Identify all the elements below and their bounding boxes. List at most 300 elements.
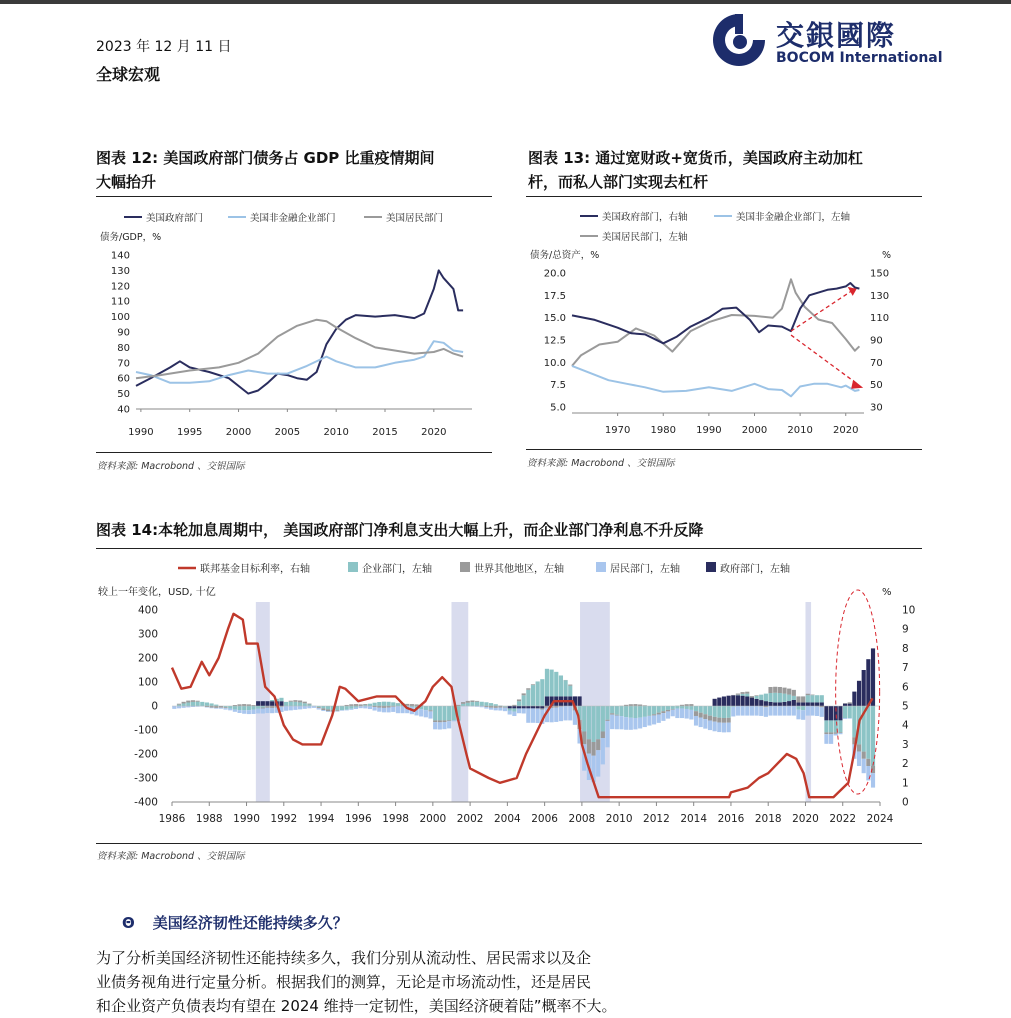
fig14-bar: [279, 701, 283, 706]
fig14-bar: [512, 708, 516, 711]
fig14-bar: [629, 704, 633, 706]
fig14-bar: [852, 692, 856, 706]
fig14-bar: [210, 706, 214, 708]
section-title: 美国经济韧性还能持续多久？: [153, 914, 348, 932]
fig14-bar: [741, 706, 745, 716]
fig13-x-tick: 1990: [696, 425, 721, 436]
fig14-bar: [750, 698, 754, 706]
fig14-bar: [610, 715, 614, 729]
fig14-x-tick: 2020: [792, 813, 819, 825]
fig14-bar: [568, 706, 572, 720]
fig14-bar: [433, 720, 437, 722]
fig14-bar: [382, 708, 386, 712]
section-heading: [122, 912, 348, 933]
fig14-bar: [377, 708, 381, 712]
fig14-bar: [764, 694, 768, 702]
fig14-bar: [685, 704, 689, 706]
fig14-bar: [778, 687, 782, 693]
fig14-bar: [340, 706, 344, 710]
fig14-bar: [447, 706, 451, 720]
fig14-bar: [778, 706, 782, 716]
fig14-bar: [796, 710, 800, 720]
fig14-bar: [717, 722, 721, 732]
fig14-bar: [838, 720, 842, 732]
fig14-bar: [550, 670, 554, 697]
fig14-bar: [829, 706, 833, 720]
fig14-y-tick-left: -400: [134, 797, 158, 809]
fig14-bar: [713, 722, 717, 732]
section-marker: Θ: [122, 914, 135, 932]
fig14-bar: [838, 706, 842, 720]
fig14-bar: [810, 702, 814, 706]
fig14-bar: [284, 702, 288, 706]
fig14-bar: [577, 696, 581, 706]
fig14-bar: [545, 669, 549, 697]
fig14-x-tick: 1992: [270, 813, 297, 825]
fig14-bar: [782, 688, 786, 694]
fig14-bar: [517, 706, 521, 708]
fig14-bar: [531, 685, 535, 706]
fig14-bar: [638, 706, 642, 718]
fig14-bar: [754, 699, 758, 706]
fig14-bar: [335, 710, 339, 711]
fig14-bar: [251, 710, 255, 714]
fig14-bar: [494, 704, 498, 706]
fig14-bar: [326, 709, 330, 711]
fig14-bar: [307, 706, 311, 708]
fig14-y-tick-left: 300: [138, 629, 158, 641]
fig14-y-tick-left: 200: [138, 653, 158, 665]
fig14-bar: [373, 703, 377, 706]
fig12-x-tick: 2000: [226, 427, 251, 438]
fig14-y-label: 较上一年变化，USD, 十亿: [98, 585, 216, 598]
fig14-bar: [680, 708, 684, 718]
fig14-bar: [745, 706, 749, 716]
fig14-bar: [498, 708, 502, 711]
fig14-bar: [671, 710, 675, 717]
fig14-bar: [396, 706, 400, 713]
fig14-bar: [601, 706, 605, 731]
fig14-bar: [787, 701, 791, 706]
fig14-bar: [526, 708, 530, 722]
fig14-x-tick: 2004: [494, 813, 521, 825]
fig14-x-tick: 1990: [233, 813, 260, 825]
fig14-bar: [787, 706, 791, 716]
fig14-bar: [713, 706, 717, 717]
fig12-y-tick: 90: [117, 328, 130, 339]
fig14-bar: [596, 739, 600, 750]
fig14-bar: [517, 708, 521, 713]
fig14-legend-label: 政府部门，左轴: [720, 562, 790, 575]
fig13-title: [528, 146, 863, 194]
fig13-y-tick-left: 15.0: [544, 313, 566, 324]
fig14-bar: [680, 706, 684, 708]
fig14-bar: [768, 693, 772, 702]
fig14-bar: [727, 723, 731, 733]
fig14-bar: [186, 701, 190, 703]
fig14-bar: [699, 717, 703, 727]
fig14-bar: [624, 717, 628, 730]
fig14-x-tick: 2012: [643, 813, 670, 825]
fig14-bar: [251, 706, 255, 710]
fig14-bar: [727, 696, 731, 706]
fig14-bar: [764, 707, 768, 717]
fig14-bar: [764, 701, 768, 706]
fig14-bar: [838, 732, 842, 733]
fig14-bar: [750, 706, 754, 716]
fig14-bar: [661, 713, 665, 721]
paragraph-line-1: 为了分析美国经济韧性还能持续多久，我们分别从流动性、居民需求以及企: [96, 946, 696, 970]
fig14-x-tick: 2022: [829, 813, 856, 825]
fig14-bar: [587, 739, 591, 753]
fig14-bar: [303, 703, 307, 706]
fig14-bar: [517, 699, 521, 701]
fig14-bar: [466, 701, 470, 703]
fig14-bar: [237, 710, 241, 713]
fig14-bar: [522, 708, 526, 713]
fig14-bar: [591, 706, 595, 742]
fig14-bar: [824, 706, 828, 720]
fig14-bar: [298, 700, 302, 702]
fig14-bar: [326, 711, 330, 712]
report-section: 全球宏观: [96, 62, 160, 85]
fig14-bar: [857, 752, 861, 766]
fig14-bar: [387, 708, 391, 713]
fig14-bar: [564, 680, 568, 696]
fig14-bar: [428, 710, 432, 711]
fig14-bar: [284, 706, 288, 711]
fig14-bar: [605, 706, 609, 720]
fig14-bar: [293, 702, 297, 706]
fig12-y-tick: 80: [117, 343, 130, 354]
fig14-bar: [345, 710, 349, 711]
fig12-y-tick: 130: [111, 266, 130, 277]
fig14-bar: [787, 689, 791, 695]
fig14-bar: [256, 709, 260, 714]
fig13-y-tick-right: 70: [870, 358, 883, 369]
fig12-legend-label: 美国非金融企业部门: [250, 212, 336, 224]
fig14-bar: [675, 706, 679, 708]
fig14-bar: [540, 706, 544, 708]
fig14-bar: [270, 701, 274, 706]
fig14-bar: [210, 703, 214, 706]
fig14-bar: [796, 706, 800, 710]
fig14-bar: [223, 708, 227, 709]
fig14-bar: [824, 734, 828, 744]
fig14-bar: [782, 706, 786, 716]
fig14-bar: [503, 708, 507, 712]
fig14-bar: [643, 717, 647, 727]
fig14-chart: [96, 554, 922, 840]
fig14-bar: [237, 704, 241, 706]
fig14-bar: [866, 759, 870, 766]
fig14-bar: [736, 706, 740, 716]
fig12-title-line2: 大幅抬升: [96, 170, 435, 194]
fig14-bar: [410, 704, 414, 706]
fig14-bar: [647, 716, 651, 726]
fig14-bar: [717, 718, 721, 723]
fig14-bar: [461, 704, 465, 706]
fig14-bar: [671, 706, 675, 709]
fig14-bar: [759, 695, 763, 700]
fig14-bar: [792, 700, 796, 706]
fig14-bar: [820, 695, 824, 702]
fig14-bar: [689, 704, 693, 706]
fig14-bar: [587, 706, 591, 739]
fig14-bar: [629, 718, 633, 730]
fig14-bar: [354, 708, 358, 709]
fig14-bar: [536, 709, 540, 723]
fig14-bar: [326, 706, 330, 709]
fig14-bar: [792, 690, 796, 696]
fig14-bar: [754, 696, 758, 699]
fig14-x-tick: 1986: [159, 813, 186, 825]
fig14-bar: [480, 702, 484, 706]
fig14-bar: [792, 706, 796, 716]
fig14-bar: [340, 710, 344, 711]
fig12-top-rule: [96, 196, 492, 197]
fig14-bar: [568, 686, 572, 697]
fig14-bar: [619, 716, 623, 729]
fig14-bar: [270, 706, 274, 708]
fig14-bar: [741, 694, 745, 696]
fig14-bar: [438, 722, 442, 729]
fig14-bar: [233, 709, 237, 711]
fig14-bar: [703, 714, 707, 719]
fig14-bar: [210, 708, 214, 709]
fig14-bar: [591, 742, 595, 756]
fig14-bar: [862, 752, 866, 759]
fig14-bar: [345, 706, 349, 710]
fig14-y-tick-left: -200: [134, 749, 158, 761]
fig12-y-tick: 100: [111, 312, 130, 323]
fig14-bar: [722, 723, 726, 733]
fig14-bar: [666, 706, 670, 710]
fig14-bar: [633, 704, 637, 706]
fig13-y-tick-right: 130: [870, 291, 889, 302]
body-paragraph: [96, 946, 696, 1018]
fig13-x-tick: 1970: [605, 425, 630, 436]
fig14-bar: [787, 695, 791, 701]
fig14-bar: [182, 702, 186, 704]
fig14-bar: [247, 710, 251, 714]
fig14-bar: [652, 706, 656, 714]
fig14-y-tick-right: 3: [902, 739, 909, 751]
fig12-title-line1: 图表 12: 美国政府部门债务占 GDP 比重疫情期间: [96, 146, 435, 170]
fig14-bar: [349, 709, 353, 710]
fig13-y-tick-left: 10.0: [544, 358, 566, 369]
fig14-bar: [387, 702, 391, 706]
fig14-bar: [265, 706, 269, 708]
fig14-bar: [228, 706, 232, 708]
fig14-bar: [615, 706, 619, 715]
fig14-bar: [666, 710, 670, 712]
fig14-bar: [624, 706, 628, 717]
fig14-bar: [470, 700, 474, 702]
fig14-bar: [550, 708, 554, 722]
fig13-x-tick: 2000: [742, 425, 767, 436]
fig14-x-tick: 2024: [867, 813, 894, 825]
fig14-bar: [685, 709, 689, 719]
fig14-bar: [452, 720, 456, 721]
fig14-bar: [713, 699, 717, 706]
fig14-x-tick: 2014: [680, 813, 707, 825]
fig14-source: 资料来源: Macrobond 、交银国际: [97, 848, 245, 862]
fig14-bar: [312, 706, 316, 708]
fig14-bar: [428, 711, 432, 718]
fig14-bar: [722, 706, 726, 718]
fig14-y-tick-left: 0: [151, 701, 158, 713]
fig12-y-tick: 110: [111, 297, 130, 308]
fig14-bar: [815, 702, 819, 706]
fig13-title-line1: 图表 13: 通过宽财政+宽货币，美国政府主动加杠: [528, 146, 863, 170]
fig14-legend-swatch: [348, 562, 358, 572]
fig13-legend-label: 美国政府部门，右轴: [602, 211, 688, 223]
fig14-x-tick: 2010: [606, 813, 633, 825]
fig14-bar: [270, 708, 274, 713]
fig14-bar: [428, 706, 432, 710]
fig13-legend-label: 美国居民部门，左轴: [602, 231, 688, 243]
fig14-bar: [619, 706, 623, 716]
fig14-bar: [503, 707, 507, 708]
fig14-bar: [261, 701, 265, 706]
fig14-bar: [615, 715, 619, 729]
fig14-x-tick: 2008: [569, 813, 596, 825]
fig14-bar: [801, 706, 805, 710]
fig14-bar: [866, 659, 870, 706]
fig14-bar: [689, 710, 693, 720]
fig13-y-tick-right: 90: [870, 336, 883, 347]
fig14-bar: [242, 710, 246, 713]
fig14-bar: [196, 702, 200, 706]
fig14-bar: [727, 706, 731, 718]
fig14-legend-swatch: [460, 562, 470, 572]
fig14-bar: [782, 702, 786, 706]
fig14-bar: [489, 708, 493, 710]
fig12-bottom-rule: [96, 452, 492, 453]
fig12-chart: [96, 203, 492, 447]
fig14-x-tick: 2002: [457, 813, 484, 825]
fig14-bar: [759, 700, 763, 706]
fig14-bar: [461, 702, 465, 704]
fig14-bar: [186, 703, 190, 706]
fig14-bar: [657, 713, 661, 715]
fig13-legend-label: 美国非金融企业部门，左轴: [736, 211, 851, 223]
fig14-x-tick: 1988: [196, 813, 223, 825]
fig14-bar: [489, 703, 493, 706]
fig14-bar: [559, 707, 563, 721]
fig14-bar: [349, 704, 353, 706]
fig13-y-tick-right: 30: [870, 403, 883, 414]
fig14-bar: [172, 706, 176, 709]
fig14-bar: [829, 732, 833, 734]
fig14-bar: [834, 732, 838, 733]
fig14-bar: [508, 706, 512, 708]
fig14-bar: [508, 708, 512, 710]
fig14-bar: [303, 706, 307, 709]
fig14-bar: [773, 702, 777, 706]
fig13-top-rule: [526, 196, 922, 197]
fig14-bar: [722, 718, 726, 723]
fig14-bar: [605, 721, 609, 747]
fig14-bar: [494, 706, 498, 708]
fig14-bar: [526, 688, 530, 690]
fig14-y-tick-left: 100: [138, 677, 158, 689]
fig14-bar: [442, 720, 446, 722]
fig14-bar: [484, 707, 488, 708]
fig14-bar: [182, 706, 186, 708]
fig14-bar: [526, 706, 530, 708]
fig14-bar: [629, 706, 633, 718]
fig13-y-tick-left: 7.5: [550, 380, 566, 391]
fig14-y-tick-right: 2: [902, 758, 909, 770]
fig14-bar: [261, 707, 265, 708]
fig14-legend-swatch: [596, 562, 606, 572]
fig13-right-unit: %: [882, 250, 891, 261]
fig14-bar: [666, 711, 670, 718]
fig14-bar: [289, 702, 293, 706]
fig14-bar: [382, 702, 386, 706]
fig14-bar: [540, 708, 544, 709]
fig14-bar: [442, 722, 446, 729]
fig14-bar: [191, 702, 195, 706]
fig14-bar: [796, 702, 800, 706]
fig14-bar: [810, 706, 814, 716]
fig13-x-tick: 1980: [651, 425, 676, 436]
fig14-bar: [843, 718, 847, 719]
brand-en: BOCOM International: [776, 50, 943, 66]
fig14-bar: [363, 706, 367, 708]
fig14-x-tick: 2016: [718, 813, 745, 825]
fig14-bar: [722, 696, 726, 706]
fig14-bar: [228, 708, 232, 710]
fig13-series-line: [572, 283, 859, 343]
fig14-bar: [508, 711, 512, 715]
fig14-bar: [433, 722, 437, 729]
fig14-bar: [717, 706, 721, 718]
brand-cn: 交銀國際: [776, 14, 896, 54]
fig14-bar: [848, 704, 852, 706]
fig14-bar: [843, 706, 847, 718]
fig14-bar: [205, 702, 209, 706]
fig14-bar: [675, 708, 679, 718]
fig13-y-tick-right: 150: [870, 269, 889, 280]
fig14-bar: [782, 694, 786, 702]
fig14-bar: [657, 706, 661, 713]
fig12-y-tick: 140: [111, 251, 130, 262]
fig14-x-tick: 2000: [419, 813, 446, 825]
fig14-bar: [433, 706, 437, 720]
fig14-bar: [233, 706, 237, 709]
fig14-bar: [568, 685, 572, 686]
fig14-bar: [475, 701, 479, 702]
fig14-bar: [694, 716, 698, 726]
fig14-bar: [596, 750, 600, 776]
fig13-arrowhead-down: [851, 380, 863, 389]
fig14-bar: [862, 759, 866, 773]
fig14-bar: [741, 692, 745, 694]
fig14-y-tick-right: 10: [902, 605, 915, 617]
fig14-bar: [368, 706, 372, 709]
fig14-bar: [298, 706, 302, 709]
fig14-bar: [713, 717, 717, 722]
fig14-bar: [359, 706, 363, 708]
fig14-y-tick-right: 8: [902, 643, 909, 655]
paragraph-line-3: 和企业资产负债表均有望在 2024 维持一定韧性，美国经济硬着陆”概率不大。: [96, 994, 696, 1018]
fig14-bar: [601, 731, 605, 738]
fig14-bar: [703, 706, 707, 714]
fig13-y-tick-left: 5.0: [550, 403, 566, 414]
